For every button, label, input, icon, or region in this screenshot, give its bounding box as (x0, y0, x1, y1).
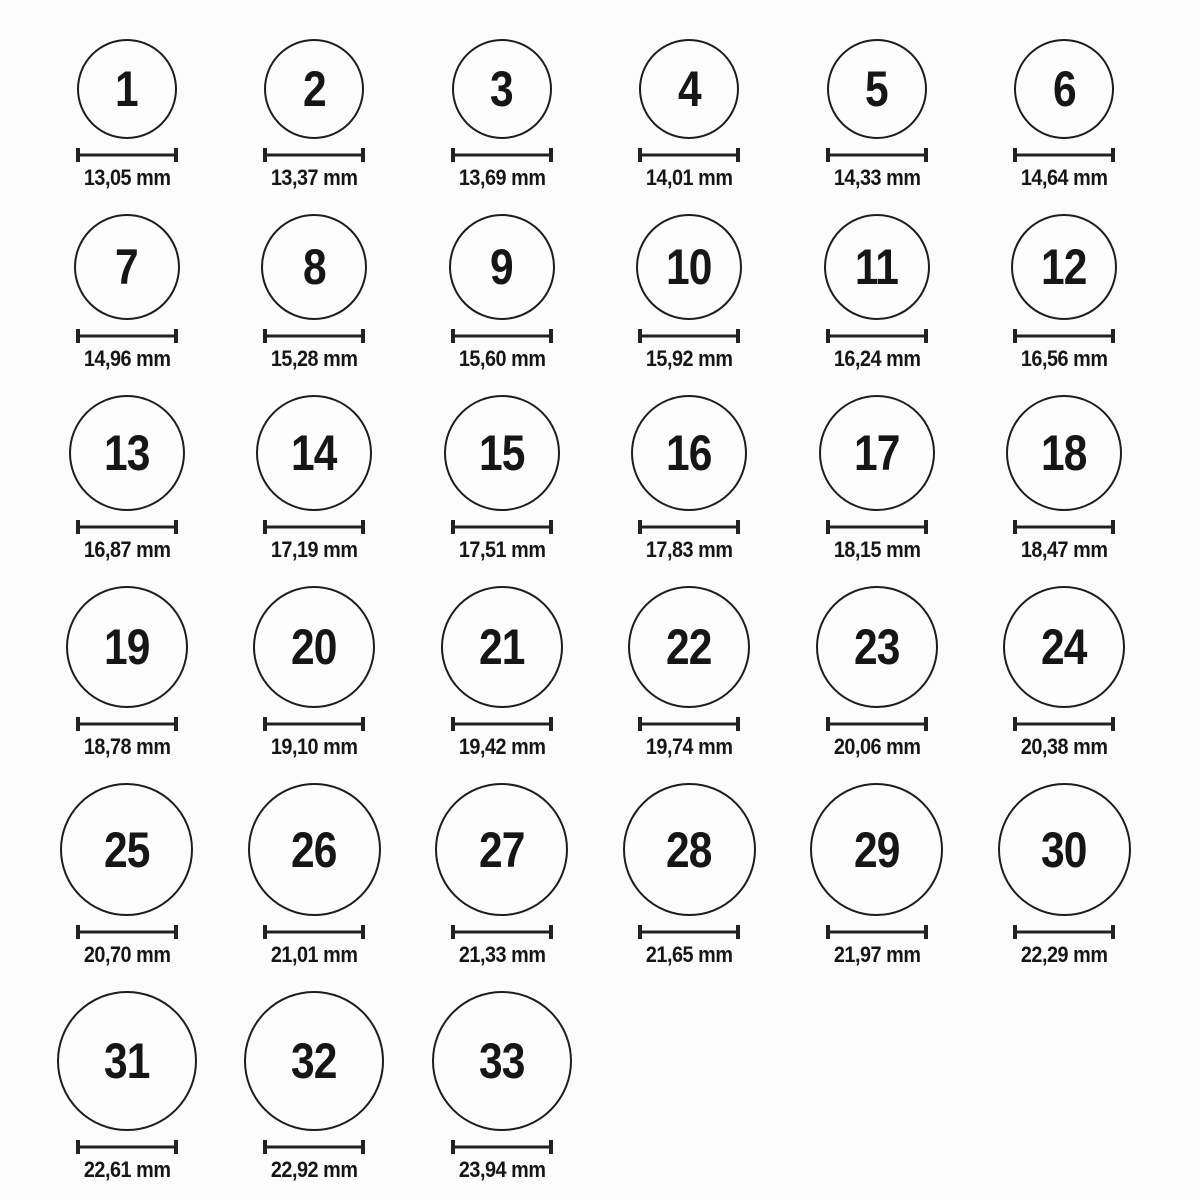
ring-circle (452, 39, 552, 139)
ring-size-number: 21 (478, 619, 525, 675)
ring-size-cell (783, 214, 971, 371)
measure-bar (263, 931, 365, 934)
diameter-measure-line (638, 717, 740, 731)
ring-size-number: 27 (478, 821, 525, 878)
measure-bar (1013, 931, 1115, 934)
diameter-label: 14,64 mm (1020, 165, 1108, 190)
ring-size-cell (408, 214, 596, 371)
measure-bar (76, 1146, 178, 1149)
ring-size-number: 7 (115, 239, 139, 295)
diameter-measure-line (451, 520, 553, 534)
measure-bar (76, 723, 178, 726)
diameter-measure-line (826, 148, 928, 162)
measure-bar (76, 335, 178, 338)
ring-circle (444, 395, 560, 511)
diameter-label: 18,15 mm (833, 537, 921, 562)
measure-tick-right-icon (174, 520, 178, 534)
diameter-label: 14,33 mm (833, 165, 921, 190)
diameter-label: 15,92 mm (645, 346, 733, 371)
ring-size-cell (221, 214, 409, 371)
diameter-label: 20,06 mm (833, 734, 921, 759)
measure-bar (638, 154, 740, 157)
measure-bar (826, 526, 928, 529)
measure-tick-right-icon (1111, 329, 1115, 343)
diameter-measure-line (451, 717, 553, 731)
measure-tick-right-icon (549, 925, 553, 939)
ring-circle (264, 39, 364, 139)
ring-circle (441, 586, 563, 708)
ring-size-cell (221, 586, 409, 759)
measure-bar (263, 1146, 365, 1149)
ring-circle (636, 214, 742, 320)
diameter-measure-line (638, 329, 740, 343)
measure-tick-right-icon (174, 1140, 178, 1154)
ring-size-number: 19 (103, 619, 150, 675)
diameter-label: 16,87 mm (83, 537, 171, 562)
ring-size-number: 32 (291, 1033, 338, 1089)
diameter-measure-line (826, 925, 928, 939)
ring-size-cell (33, 395, 221, 562)
ring-circle (1003, 586, 1125, 708)
diameter-measure-line (263, 520, 365, 534)
ring-circle (66, 586, 188, 708)
ring-size-number: 16 (666, 425, 713, 481)
diameter-label: 16,24 mm (833, 346, 921, 371)
ring-size-number: 3 (490, 61, 514, 117)
ring-size-cell (221, 783, 409, 967)
ring-size-number: 6 (1052, 61, 1076, 117)
diameter-measure-line (76, 717, 178, 731)
measure-tick-right-icon (736, 925, 740, 939)
ring-size-cell (221, 991, 409, 1182)
ring-size-cell (221, 39, 409, 190)
ring-circle (248, 783, 381, 916)
measure-tick-right-icon (736, 329, 740, 343)
measure-bar (1013, 335, 1115, 338)
measure-tick-right-icon (361, 717, 365, 731)
ring-circle (74, 214, 180, 320)
diameter-label: 17,51 mm (458, 537, 546, 562)
diameter-measure-line (451, 329, 553, 343)
measure-tick-right-icon (1111, 520, 1115, 534)
measure-bar (826, 154, 928, 157)
ring-size-number: 14 (291, 425, 338, 481)
ring-size-cell (221, 395, 409, 562)
ring-size-row (33, 395, 1200, 562)
diameter-label: 22,61 mm (83, 1157, 171, 1182)
diameter-measure-line (263, 1140, 365, 1154)
diameter-label: 20,70 mm (83, 942, 171, 967)
diameter-label: 21,65 mm (645, 942, 733, 967)
ring-circle (1011, 214, 1117, 320)
diameter-label: 14,01 mm (645, 165, 733, 190)
diameter-measure-line (263, 148, 365, 162)
ring-size-number: 31 (103, 1033, 150, 1089)
ring-size-number: 29 (853, 821, 900, 878)
ring-circle (816, 586, 938, 708)
ring-circle (1014, 39, 1114, 139)
measure-tick-right-icon (736, 148, 740, 162)
diameter-measure-line (76, 520, 178, 534)
diameter-label: 13,37 mm (270, 165, 358, 190)
ring-size-number: 1 (115, 61, 139, 117)
ring-circle (819, 395, 935, 511)
measure-bar (638, 931, 740, 934)
ring-circle (449, 214, 555, 320)
measure-bar (451, 526, 553, 529)
measure-bar (638, 335, 740, 338)
ring-circle (60, 783, 193, 916)
diameter-measure-line (826, 329, 928, 343)
measure-tick-right-icon (1111, 148, 1115, 162)
diameter-label: 22,29 mm (1020, 942, 1108, 967)
measure-tick-right-icon (361, 329, 365, 343)
diameter-measure-line (76, 1140, 178, 1154)
ring-size-cell (971, 214, 1159, 371)
ring-size-number: 20 (291, 619, 338, 675)
ring-size-cell (596, 783, 784, 967)
ring-size-number: 28 (666, 821, 713, 878)
diameter-measure-line (76, 925, 178, 939)
measure-tick-right-icon (361, 1140, 365, 1154)
measure-tick-right-icon (736, 717, 740, 731)
ring-size-cell (408, 586, 596, 759)
ring-size-cell (596, 586, 784, 759)
diameter-measure-line (263, 717, 365, 731)
measure-tick-right-icon (549, 148, 553, 162)
ring-size-cell (408, 39, 596, 190)
ring-size-number: 33 (478, 1033, 525, 1089)
ring-circle (827, 39, 927, 139)
ring-circle (998, 783, 1131, 916)
diameter-label: 17,83 mm (645, 537, 733, 562)
ring-circle (810, 783, 943, 916)
measure-bar (451, 723, 553, 726)
ring-size-cell (971, 39, 1159, 190)
diameter-label: 23,94 mm (458, 1157, 546, 1182)
measure-bar (638, 526, 740, 529)
ring-size-cell (783, 39, 971, 190)
ring-size-number: 9 (490, 239, 514, 295)
measure-bar (76, 154, 178, 157)
ring-size-number: 12 (1041, 239, 1088, 295)
diameter-measure-line (263, 329, 365, 343)
diameter-measure-line (263, 925, 365, 939)
ring-circle (244, 991, 384, 1131)
ring-size-number: 17 (853, 425, 900, 481)
ring-size-number: 30 (1041, 821, 1088, 878)
ring-circle (631, 395, 747, 511)
ring-size-number: 2 (302, 61, 326, 117)
measure-tick-right-icon (549, 520, 553, 534)
ring-size-cell (408, 395, 596, 562)
measure-tick-right-icon (361, 925, 365, 939)
measure-bar (1013, 526, 1115, 529)
ring-size-cell (408, 783, 596, 967)
diameter-label: 19,10 mm (270, 734, 358, 759)
ring-size-number: 23 (853, 619, 900, 675)
ring-size-number: 25 (103, 821, 150, 878)
measure-bar (826, 931, 928, 934)
ring-circle (432, 991, 572, 1131)
measure-tick-right-icon (361, 148, 365, 162)
ring-circle (623, 783, 756, 916)
measure-tick-right-icon (924, 520, 928, 534)
measure-tick-right-icon (549, 329, 553, 343)
measure-tick-right-icon (1111, 925, 1115, 939)
measure-tick-right-icon (174, 717, 178, 731)
diameter-label: 21,33 mm (458, 942, 546, 967)
diameter-label: 13,69 mm (458, 165, 546, 190)
measure-bar (451, 335, 553, 338)
ring-circle (639, 39, 739, 139)
ring-size-cell (783, 395, 971, 562)
ring-size-row (33, 991, 1200, 1182)
diameter-label: 22,92 mm (270, 1157, 358, 1182)
measure-bar (451, 1146, 553, 1149)
diameter-measure-line (638, 520, 740, 534)
measure-tick-right-icon (924, 148, 928, 162)
diameter-label: 20,38 mm (1020, 734, 1108, 759)
measure-tick-right-icon (174, 148, 178, 162)
ring-circle (77, 39, 177, 139)
ring-size-number: 5 (865, 61, 889, 117)
diameter-measure-line (1013, 148, 1115, 162)
diameter-label: 17,19 mm (270, 537, 358, 562)
diameter-label: 21,01 mm (270, 942, 358, 967)
ring-size-number: 8 (302, 239, 326, 295)
ring-size-number: 26 (291, 821, 338, 878)
measure-bar (76, 931, 178, 934)
ring-circle (435, 783, 568, 916)
ring-circle (256, 395, 372, 511)
ring-size-number: 11 (855, 239, 899, 295)
measure-bar (451, 931, 553, 934)
ring-circle (253, 586, 375, 708)
ring-circle (261, 214, 367, 320)
diameter-label: 14,96 mm (83, 346, 171, 371)
ring-size-number: 13 (103, 425, 150, 481)
ring-circle (1006, 395, 1122, 511)
ring-size-number: 4 (677, 61, 701, 117)
measure-bar (76, 526, 178, 529)
ring-circle (824, 214, 930, 320)
diameter-measure-line (638, 148, 740, 162)
ring-size-cell (33, 783, 221, 967)
measure-bar (263, 335, 365, 338)
diameter-label: 18,78 mm (83, 734, 171, 759)
ring-size-cell (971, 783, 1159, 967)
diameter-measure-line (1013, 925, 1115, 939)
ring-size-cell (783, 783, 971, 967)
diameter-measure-line (826, 520, 928, 534)
diameter-measure-line (1013, 329, 1115, 343)
ring-size-row (33, 39, 1200, 190)
measure-tick-right-icon (924, 329, 928, 343)
ring-size-cell (33, 214, 221, 371)
diameter-label: 15,28 mm (270, 346, 358, 371)
ring-size-cell (783, 586, 971, 759)
ring-size-number: 18 (1041, 425, 1088, 481)
measure-tick-right-icon (924, 925, 928, 939)
diameter-label: 13,05 mm (83, 165, 171, 190)
measure-bar (451, 154, 553, 157)
ring-size-cell (596, 214, 784, 371)
ring-circle (69, 395, 185, 511)
measure-tick-right-icon (174, 925, 178, 939)
ring-size-number: 22 (666, 619, 713, 675)
measure-bar (263, 723, 365, 726)
ring-size-cell (971, 395, 1159, 562)
ring-size-row (33, 586, 1200, 759)
measure-tick-right-icon (361, 520, 365, 534)
ring-size-cell (33, 586, 221, 759)
diameter-measure-line (451, 1140, 553, 1154)
diameter-measure-line (76, 148, 178, 162)
measure-tick-right-icon (549, 1140, 553, 1154)
measure-tick-right-icon (924, 717, 928, 731)
ring-size-cell (596, 39, 784, 190)
measure-bar (638, 723, 740, 726)
measure-tick-right-icon (174, 329, 178, 343)
ring-size-cell (971, 586, 1159, 759)
ring-size-cell (33, 991, 221, 1182)
diameter-label: 18,47 mm (1020, 537, 1108, 562)
ring-size-cell (408, 991, 596, 1182)
diameter-measure-line (826, 717, 928, 731)
measure-tick-right-icon (549, 717, 553, 731)
diameter-label: 19,42 mm (458, 734, 546, 759)
ring-size-number: 15 (478, 425, 525, 481)
ring-size-cell (33, 39, 221, 190)
diameter-measure-line (451, 148, 553, 162)
measure-bar (1013, 154, 1115, 157)
ring-size-number: 24 (1041, 619, 1088, 675)
measure-bar (1013, 723, 1115, 726)
ring-size-cell (596, 395, 784, 562)
measure-tick-right-icon (1111, 717, 1115, 731)
ring-circle (628, 586, 750, 708)
diameter-measure-line (451, 925, 553, 939)
measure-tick-right-icon (736, 520, 740, 534)
diameter-measure-line (1013, 520, 1115, 534)
ring-circle (57, 991, 197, 1131)
diameter-label: 16,56 mm (1020, 346, 1108, 371)
diameter-measure-line (638, 925, 740, 939)
diameter-measure-line (1013, 717, 1115, 731)
diameter-label: 19,74 mm (645, 734, 733, 759)
diameter-measure-line (76, 329, 178, 343)
ring-size-row (33, 214, 1200, 371)
diameter-label: 21,97 mm (833, 942, 921, 967)
measure-bar (826, 723, 928, 726)
diameter-label: 15,60 mm (458, 346, 546, 371)
measure-bar (263, 526, 365, 529)
ring-size-number: 10 (666, 239, 713, 295)
measure-bar (263, 154, 365, 157)
ring-size-row (33, 783, 1200, 967)
measure-bar (826, 335, 928, 338)
